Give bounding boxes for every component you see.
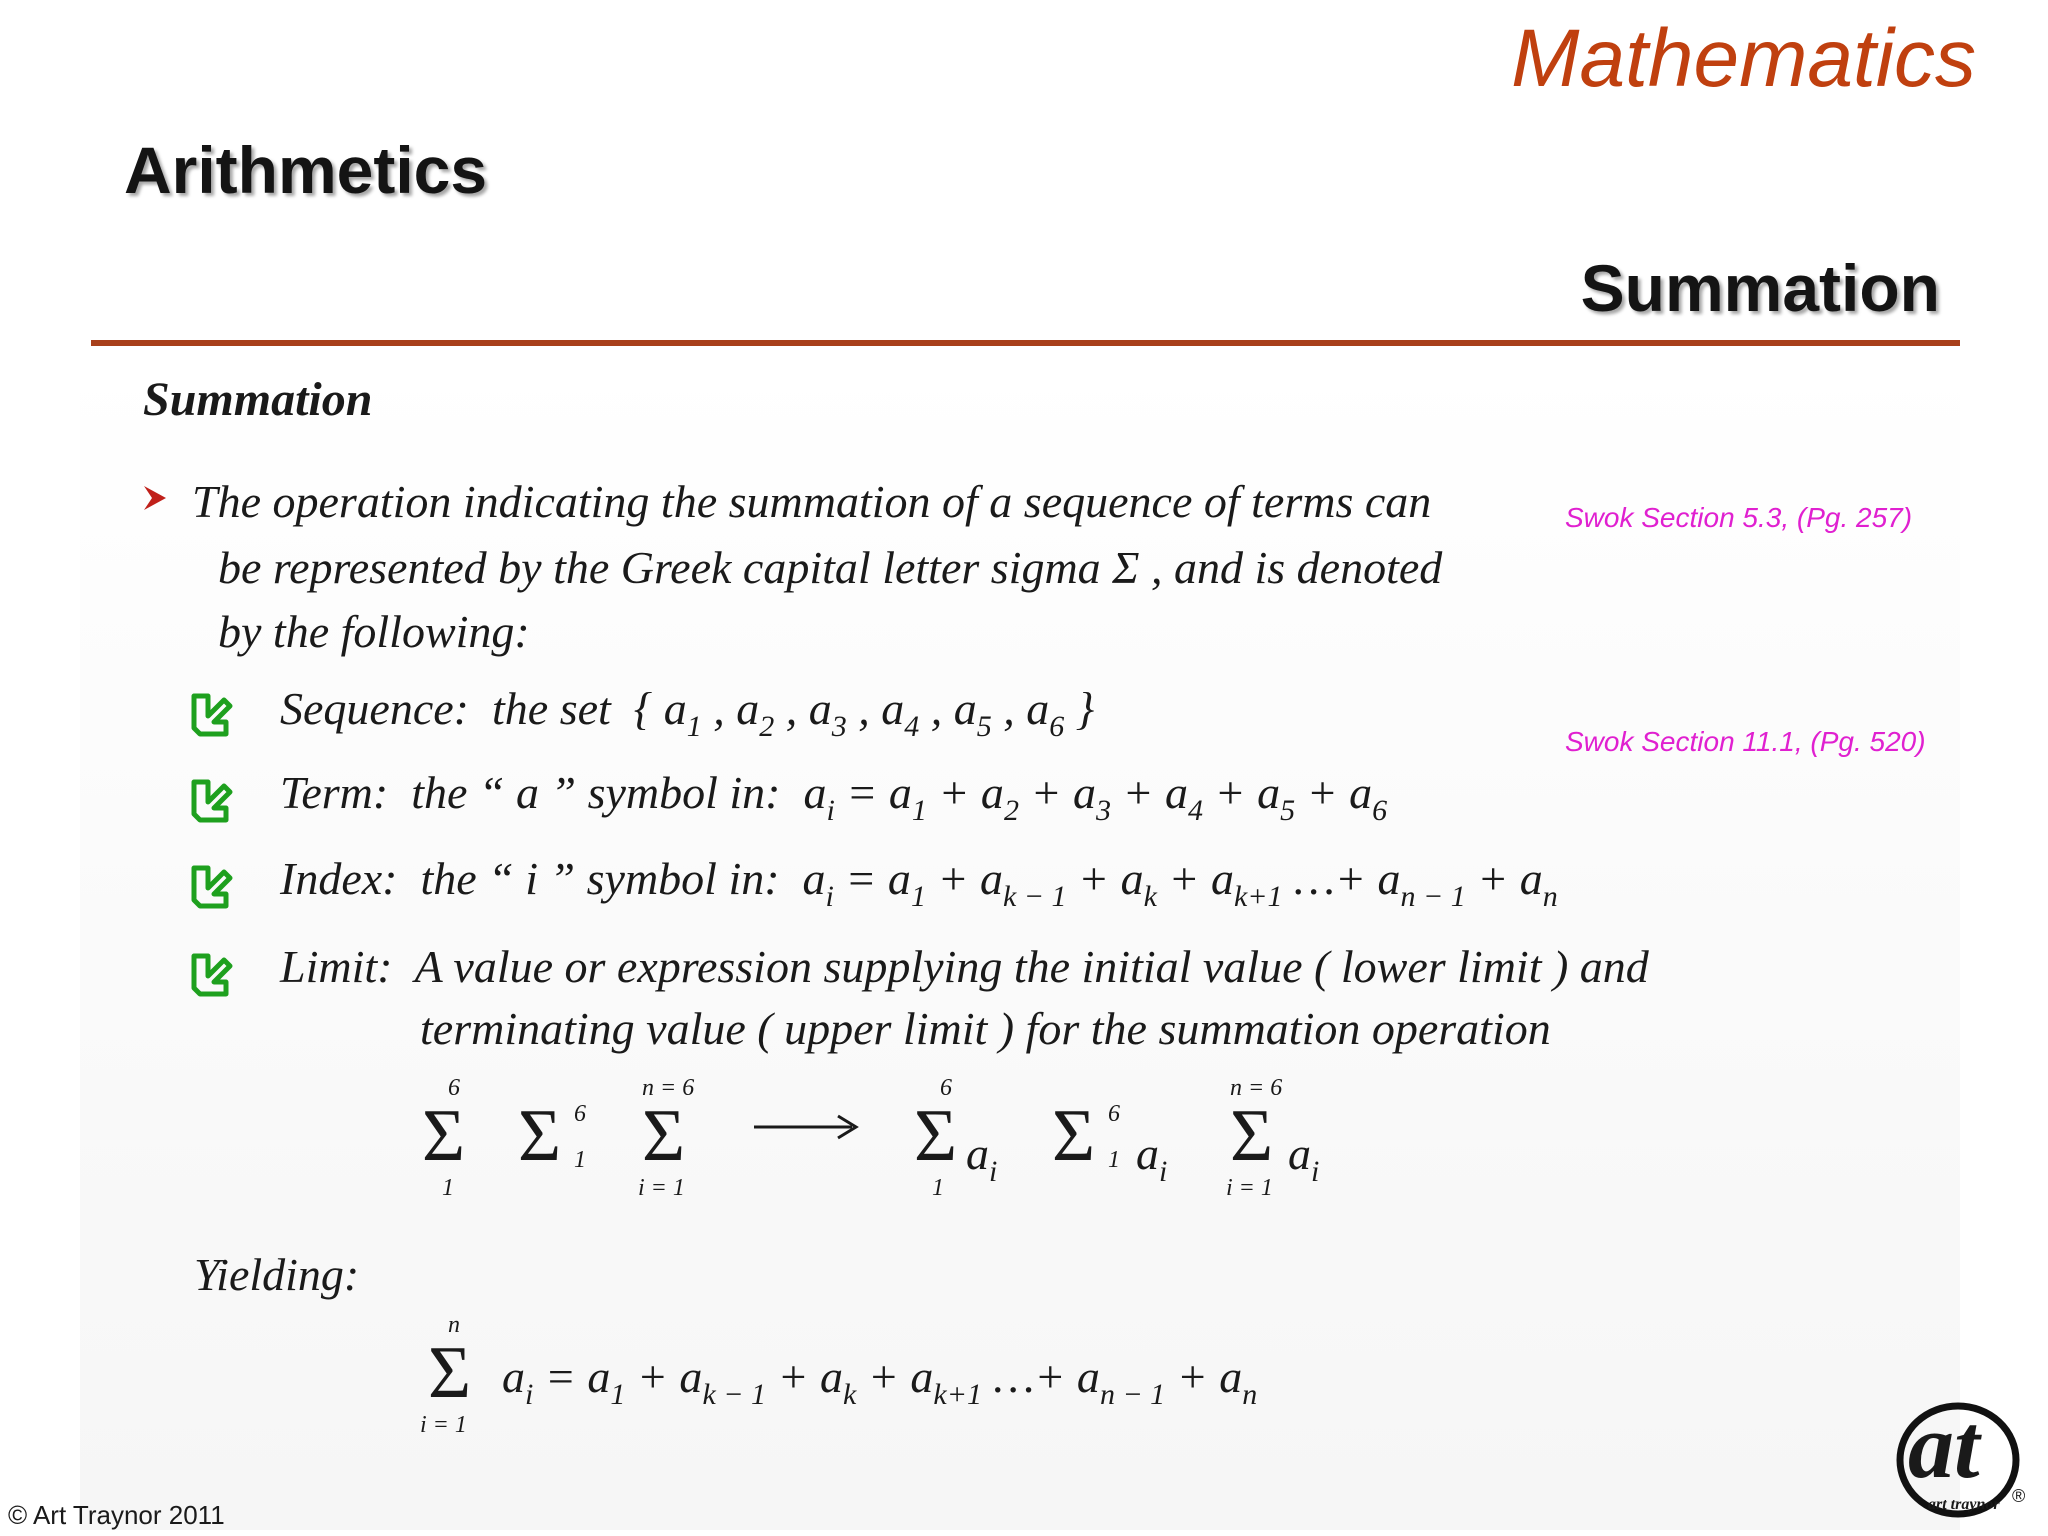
subtopic-title: Summation <box>1580 251 1940 325</box>
index-label: Index: <box>280 853 398 904</box>
right-arrow-icon <box>752 1112 862 1142</box>
limit-line-1: A value or expression supplying the initial value ( lower limit ) and <box>414 941 1649 992</box>
course-title: Mathematics <box>1511 13 1976 104</box>
sequence-definition <box>280 682 1095 743</box>
topic-title: Arithmetics <box>124 133 488 207</box>
reference-1: Swok Section 5.3, (Pg. 257) <box>1565 502 1913 533</box>
term-equation: $a_i = a_1 + a_2 + a_3 + a_4 + a_5 + a_6$ <box>803 767 1388 827</box>
green-arrow-bullet-icon <box>186 690 234 738</box>
sequence-set: { $a_1$ , $a_2$ , $a_3$ , $a_4$ , $a_5$ , $a_6$ } <box>633 683 1095 743</box>
index-definition <box>280 852 1558 913</box>
yielding-equation: $a_i = a_1 + a_{k - 1} + a_k + a_{k+1}$ …+ $a_{n - 1} + a_n$ <box>502 1351 1258 1411</box>
index-equation: $a_i = a_1 + a_{k - 1} + a_k + a_{k+1}$ …+ $a_{n - 1} + a_n$ <box>802 853 1558 913</box>
term-definition <box>280 766 1388 827</box>
sequence-text: the set <box>492 683 611 734</box>
term-label: Term: <box>280 767 389 818</box>
limit-definition <box>280 940 1649 993</box>
reference-2: Swok Section 11.1, (Pg. 520) <box>1565 726 1926 757</box>
limit-line-2: terminating value ( upper limit ) for the summation operation <box>420 1003 1551 1054</box>
section-title: Summation <box>143 373 373 426</box>
green-arrow-bullet-icon <box>186 776 234 824</box>
yielding-label: Yielding: <box>194 1249 360 1300</box>
index-text: the “ i ” symbol in: <box>420 853 780 904</box>
title-divider <box>91 340 1960 346</box>
green-arrow-bullet-icon <box>186 950 234 998</box>
sequence-label: Sequence: <box>280 683 469 734</box>
intro-line-3: by the following: <box>218 606 530 657</box>
limit-label: Limit: <box>280 941 393 992</box>
at-logo-icon: at art traynor ® <box>1888 1400 2038 1530</box>
copyright: © Art Traynor 2011 <box>8 1500 225 1530</box>
intro-line-2: be represented by the Greek capital letter sigma Σ , and is denoted <box>218 542 1443 593</box>
intro-line-1: The operation indicating the summation of a sequence of terms can <box>192 476 1432 527</box>
green-arrow-bullet-icon <box>186 862 234 910</box>
term-text: the “ a ” symbol in: <box>411 767 781 818</box>
arrowhead-bullet-icon <box>142 484 168 512</box>
